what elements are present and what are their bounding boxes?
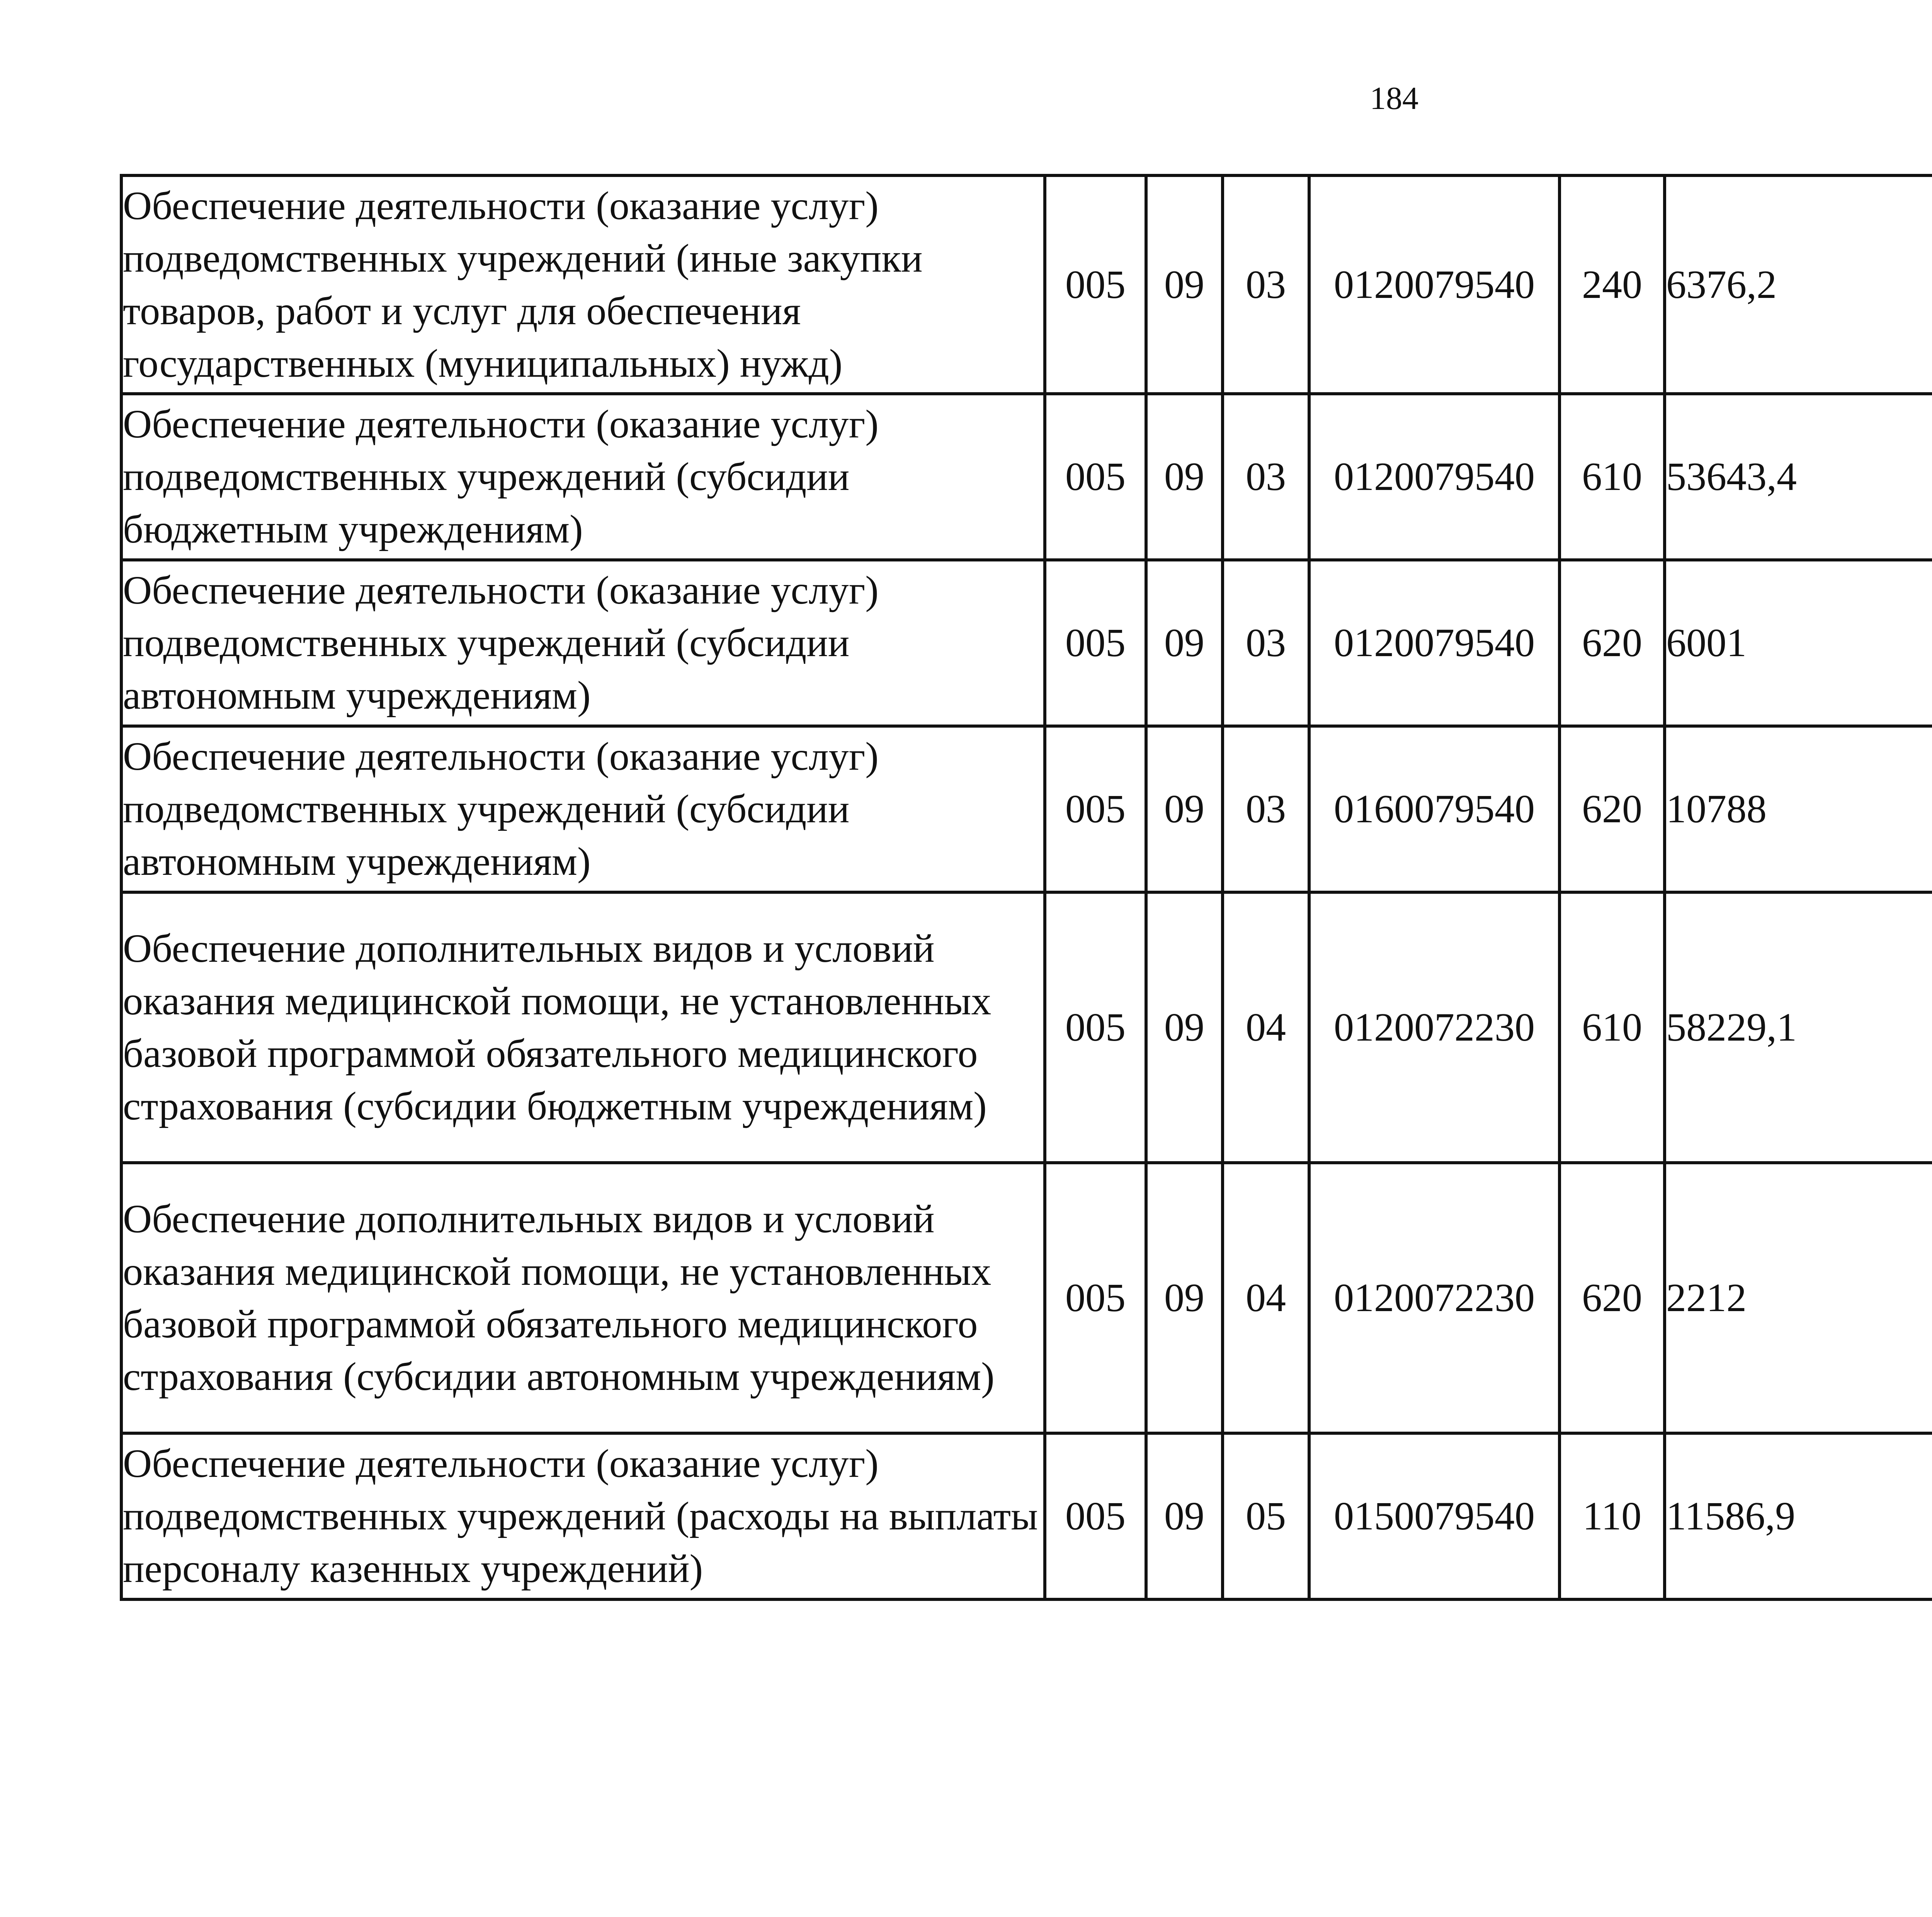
section-code: 09 xyxy=(1146,726,1223,892)
table-row xyxy=(121,1433,1932,1599)
ministry-code: 005 xyxy=(1045,1163,1146,1433)
expense-name: Обеспечение деятельности (оказание услуг) подведомственных учреждений (расходы на выплаты персоналу казенных учреждений) xyxy=(121,1433,1045,1599)
target-article-code: 0120079540 xyxy=(1309,560,1560,726)
subsection-code: 03 xyxy=(1223,560,1309,726)
subsection-code: 05 xyxy=(1223,1433,1309,1599)
expense-name: Обеспечение деятельности (оказание услуг) подведомственных учреждений (субсидии автономным учреждениям) xyxy=(121,560,1045,726)
subsection-code: 03 xyxy=(1223,726,1309,892)
expense-type-code: 110 xyxy=(1560,1433,1665,1599)
expense-type-code: 240 xyxy=(1560,175,1665,394)
subsection-code: 03 xyxy=(1223,175,1309,394)
table-row xyxy=(121,1163,1932,1433)
expense-name: Обеспечение деятельности (оказание услуг) подведомственных учреждений (субсидии бюджетным учреждениям) xyxy=(121,394,1045,560)
section-code: 09 xyxy=(1146,175,1223,394)
subsection-code: 03 xyxy=(1223,394,1309,560)
ministry-code: 005 xyxy=(1045,726,1146,892)
section-code: 09 xyxy=(1146,1433,1223,1599)
expense-type-code: 610 xyxy=(1560,892,1665,1163)
page-number: 184 xyxy=(1370,80,1418,116)
expense-name: Обеспечение дополнительных видов и условий оказания медицинской помощи, не установленных базовой программой обязательного медицинского страхования (субсидии автономным учреждениям) xyxy=(121,1163,1045,1433)
target-article-code: 0120072230 xyxy=(1309,1163,1560,1433)
amount-year-1: 6376,2 xyxy=(1665,175,1932,394)
amount-year-1: 58229,1 xyxy=(1665,892,1932,1163)
table-row xyxy=(121,726,1932,892)
subsection-code: 04 xyxy=(1223,892,1309,1163)
ministry-code: 005 xyxy=(1045,1433,1146,1599)
target-article-code: 0160079540 xyxy=(1309,726,1560,892)
amount-year-1: 10788 xyxy=(1665,726,1932,892)
target-article-code: 0150079540 xyxy=(1309,1433,1560,1599)
amount-year-1: 6001 xyxy=(1665,560,1932,726)
amount-year-1: 53643,4 xyxy=(1665,394,1932,560)
budget-table xyxy=(120,174,1932,1601)
subsection-code: 04 xyxy=(1223,1163,1309,1433)
budget-table-body xyxy=(121,175,1932,1599)
expense-type-code: 620 xyxy=(1560,560,1665,726)
ministry-code: 005 xyxy=(1045,394,1146,560)
expense-name: Обеспечение дополнительных видов и условий оказания медицинской помощи, не установленных базовой программой обязательного медицинского страхования (субсидии бюджетным учреждениям) xyxy=(121,892,1045,1163)
target-article-code: 0120072230 xyxy=(1309,892,1560,1163)
table-row xyxy=(121,175,1932,394)
target-article-code: 0120079540 xyxy=(1309,175,1560,394)
section-code: 09 xyxy=(1146,394,1223,560)
target-article-code: 0120079540 xyxy=(1309,394,1560,560)
expense-type-code: 620 xyxy=(1560,726,1665,892)
amount-year-1: 2212 xyxy=(1665,1163,1932,1433)
section-code: 09 xyxy=(1146,1163,1223,1433)
ministry-code: 005 xyxy=(1045,892,1146,1163)
table-row xyxy=(121,394,1932,560)
expense-type-code: 610 xyxy=(1560,394,1665,560)
section-code: 09 xyxy=(1146,892,1223,1163)
amount-year-1: 11586,9 xyxy=(1665,1433,1932,1599)
table-row xyxy=(121,892,1932,1163)
expense-name: Обеспечение деятельности (оказание услуг) подведомственных учреждений (иные закупки товаров, работ и услуг для обеспечения государственных (муниципальных) нужд) xyxy=(121,175,1045,394)
table-row xyxy=(121,560,1932,726)
expense-name: Обеспечение деятельности (оказание услуг) подведомственных учреждений (субсидии автономным учреждениям) xyxy=(121,726,1045,892)
section-code: 09 xyxy=(1146,560,1223,726)
ministry-code: 005 xyxy=(1045,560,1146,726)
expense-type-code: 620 xyxy=(1560,1163,1665,1433)
ministry-code: 005 xyxy=(1045,175,1146,394)
